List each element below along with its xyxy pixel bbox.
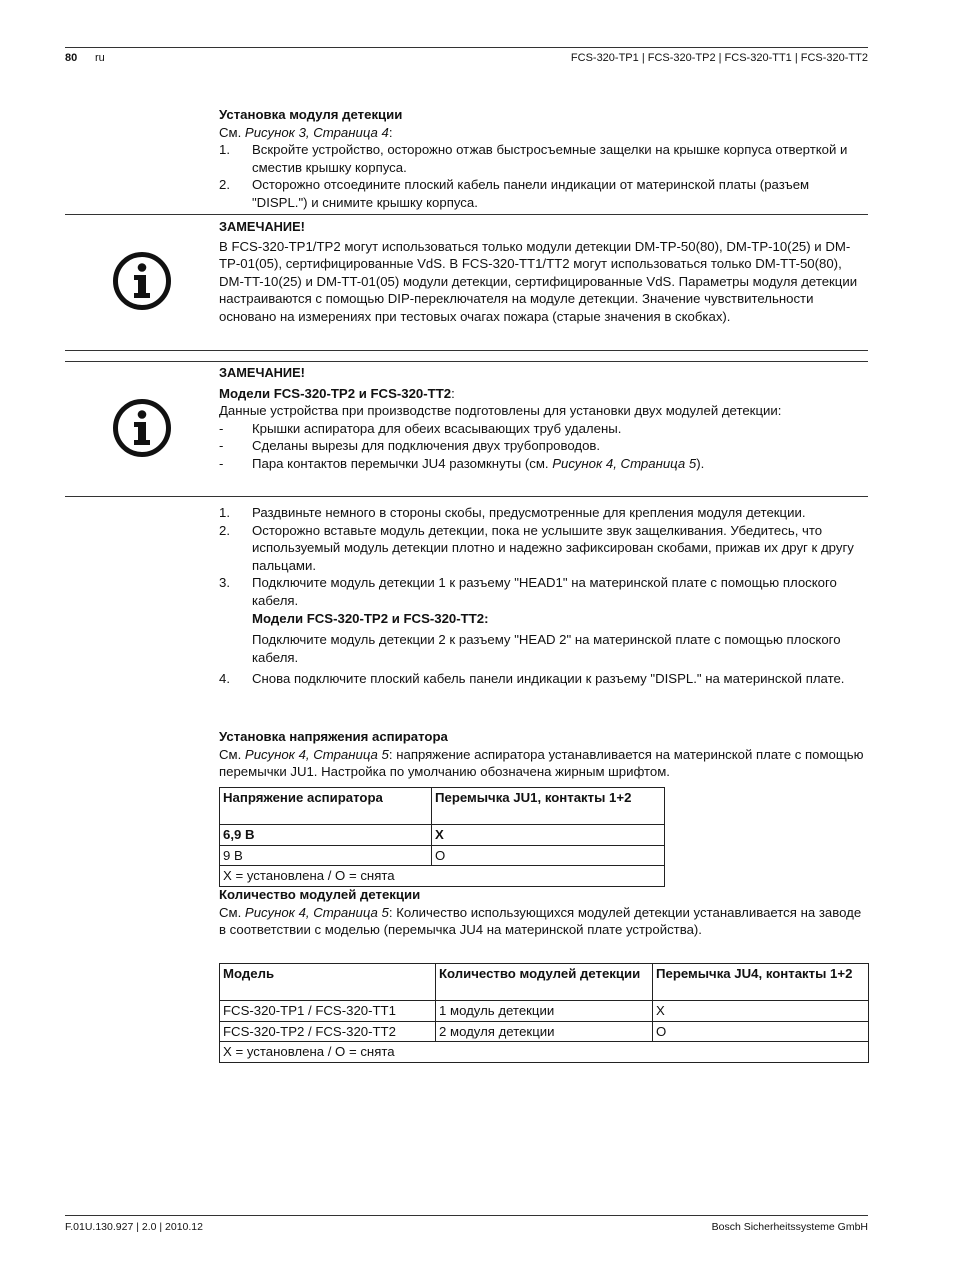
table-cell: X	[653, 1001, 869, 1022]
bullet-text: Пара контактов перемычки JU4 разомкнуты (см.	[252, 455, 553, 471]
list-item	[219, 141, 867, 176]
list-item	[219, 504, 867, 522]
section-text	[219, 904, 867, 939]
ref-prefix: См.	[219, 746, 245, 762]
step-number: 4.	[219, 671, 230, 687]
section-heading: Установка напряжения аспиратора	[219, 729, 448, 744]
document-title: FCS-320-TP1 | FCS-320-TP2 | FCS-320-TT1 | FCS-320-TT2	[570, 52, 868, 64]
footer-company: Bosch Sicherheitssysteme GmbH	[711, 1221, 868, 1233]
step-number: 2.	[219, 177, 230, 193]
step-text: Осторожно вставьте модуль детекции, пока не услышите звук защелкивания. Убедитесь, что используемый модуль детекции плотно и надежно зафиксирован скобами, прижав их друг к другу пальцами.	[252, 522, 854, 573]
ref-suffix: :	[388, 124, 393, 140]
note-title: ЗАМЕЧАНИЕ!	[219, 365, 305, 380]
step-text: Снова подключите плоский кабель панели индикации к разъему "DISPL." на материнской плате.	[252, 671, 845, 687]
note-bottom-rule	[65, 350, 868, 351]
table-cell: O	[653, 1021, 869, 1042]
note-models	[219, 385, 867, 403]
bullet-text: Сделаны вырезы для подключения двух трубопроводов.	[252, 438, 601, 454]
note-title: ЗАМЕЧАНИЕ!	[219, 219, 305, 234]
install-steps	[219, 504, 867, 688]
voltage-table	[219, 787, 665, 887]
step-number: 2.	[219, 522, 230, 538]
language-code: ru	[95, 52, 105, 64]
step-number: 1.	[219, 505, 230, 520]
ref-prefix: См.	[219, 124, 245, 140]
page-number: 80	[65, 52, 78, 64]
step-number: 1.	[219, 142, 230, 158]
models-colon: :	[451, 385, 455, 401]
sub-text: Подключите модуль детекции 2 к разъему "HEAD 2" на материнской плате с помощью плоского кабеля.	[252, 632, 841, 665]
step-text: Осторожно отсоедините плоский кабель панели индикации от материнской платы (разъем "DISPL.") и снимите крышку корпуса.	[252, 177, 810, 210]
section-module-install	[219, 106, 867, 212]
table-header-cell: Количество модулей детекции	[436, 964, 653, 1001]
table-cell: 1 модуль детекции	[436, 1001, 653, 1022]
ref-suffix: : Количество использующихся модулей детекции устанавливается на заводе в соответствии с моделью (перемычка JU4 на материнской плате устройства).	[219, 904, 862, 938]
info-icon	[112, 398, 172, 458]
table-footer: X = установлена / O = снята	[220, 866, 665, 887]
note-top-rule	[65, 361, 868, 362]
table-row	[220, 1021, 869, 1042]
note-top-rule	[65, 214, 868, 215]
table-header-cell: Напряжение аспиратора	[220, 788, 432, 825]
section-aspirator-voltage	[219, 728, 867, 781]
figure-reference	[219, 124, 867, 142]
table-row	[220, 845, 665, 866]
ref-suffix: : напряжение аспиратора устанавливается на материнской плате с помощью перемычки JU1. Настройка по умолчанию обозначена жирным шрифтом.	[219, 746, 864, 780]
table-header-row	[220, 964, 869, 1001]
note-box	[219, 218, 867, 326]
table-row	[220, 1001, 869, 1022]
bullet-text: Крышки аспиратора для обеих всасывающих труб удалены.	[252, 420, 622, 436]
ref-link: Рисунок 4, Страница 5	[244, 746, 389, 762]
list-item	[219, 574, 867, 666]
table-row	[220, 825, 665, 846]
note-text: Данные устройства при производстве подготовлены для установки двух модулей детекции:	[219, 403, 782, 419]
footer-doc-id: F.01U.130.927 | 2.0 | 2010.12	[65, 1221, 203, 1233]
ref-link: Рисунок 4, Страница 5	[552, 455, 697, 471]
list-item	[219, 437, 867, 455]
table-footer-row	[220, 866, 665, 887]
table-header-row	[220, 788, 665, 825]
list-item	[219, 176, 867, 211]
section-text	[219, 746, 867, 781]
ref-link: Рисунок 3, Страница 4	[244, 124, 389, 140]
table-cell: FCS-320-TP1 / FCS-320-TT1	[220, 1001, 436, 1022]
bullet-text-suffix: ).	[696, 455, 705, 471]
table-cell: X	[432, 825, 665, 846]
table-footer-row	[220, 1042, 869, 1063]
models-label: Модели FCS-320-TP2 и FCS-320-TT2	[219, 385, 452, 401]
table-cell: O	[432, 845, 665, 866]
list-item	[219, 420, 867, 438]
table-header-cell: Перемычка JU1, контакты 1+2	[432, 788, 665, 825]
note-text: В FCS-320-TP1/TP2 могут использоваться только модули детекции DM-TP-50(80), DM-TP-10(25) и DM-TP-01(05), сертифицированные VdS. В FCS-320-TT1/TT2 могут использоваться только DM-TT-50(80), DM-TT-10(25) и DM-TT-01(05) модули детекции, сертифицированные VdS. Параметры модуля детекции настраиваются с помощью DIP-переключателя на модуле детекции. Значение чувствительности основано на измерениях при тестовых очагах пожара (старые значения в скобках).	[219, 238, 858, 324]
list-item	[219, 522, 867, 575]
model-table	[219, 963, 869, 1063]
step-text: Подключите модуль детекции 1 к разъему "HEAD1" на материнской плате с помощью плоского кабеля.	[252, 575, 837, 608]
bullet-dash: -	[219, 455, 224, 471]
header-rule	[65, 47, 868, 48]
section-heading: Установка модуля детекции	[219, 107, 403, 122]
step-text: Вскройте устройство, осторожно отжав быстросъемные защелки на крышке корпуса отверткой и сместив крышку корпуса.	[252, 142, 848, 175]
bullet-dash: -	[219, 438, 224, 454]
bullet-dash: -	[219, 420, 224, 436]
note-bottom-rule	[65, 496, 868, 497]
ref-link: Рисунок 4, Страница 5	[244, 904, 389, 920]
table-footer: X = установлена / O = снята	[220, 1042, 869, 1063]
table-cell: 2 модуля детекции	[436, 1021, 653, 1042]
table-cell: 6,9 В	[220, 825, 432, 846]
table-cell: 9 В	[220, 845, 432, 866]
footer-rule	[65, 1215, 868, 1216]
section-module-count	[219, 886, 867, 939]
ref-prefix: См.	[219, 904, 245, 920]
sub-heading: Модели FCS-320-TP2 и FCS-320-TT2:	[252, 610, 489, 626]
table-cell: FCS-320-TP2 / FCS-320-TT2	[220, 1021, 436, 1042]
info-icon	[112, 251, 172, 311]
step-text: Раздвиньте немного в стороны скобы, предусмотренные для крепления модуля детекции.	[252, 505, 806, 520]
section-heading: Количество модулей детекции	[219, 887, 421, 902]
step-number: 3.	[219, 575, 230, 591]
table-header-cell: Модель	[220, 964, 436, 1001]
note-box	[219, 364, 867, 473]
list-item	[219, 455, 867, 473]
table-header-cell: Перемычка JU4, контакты 1+2	[653, 964, 869, 1001]
list-item	[219, 670, 867, 688]
